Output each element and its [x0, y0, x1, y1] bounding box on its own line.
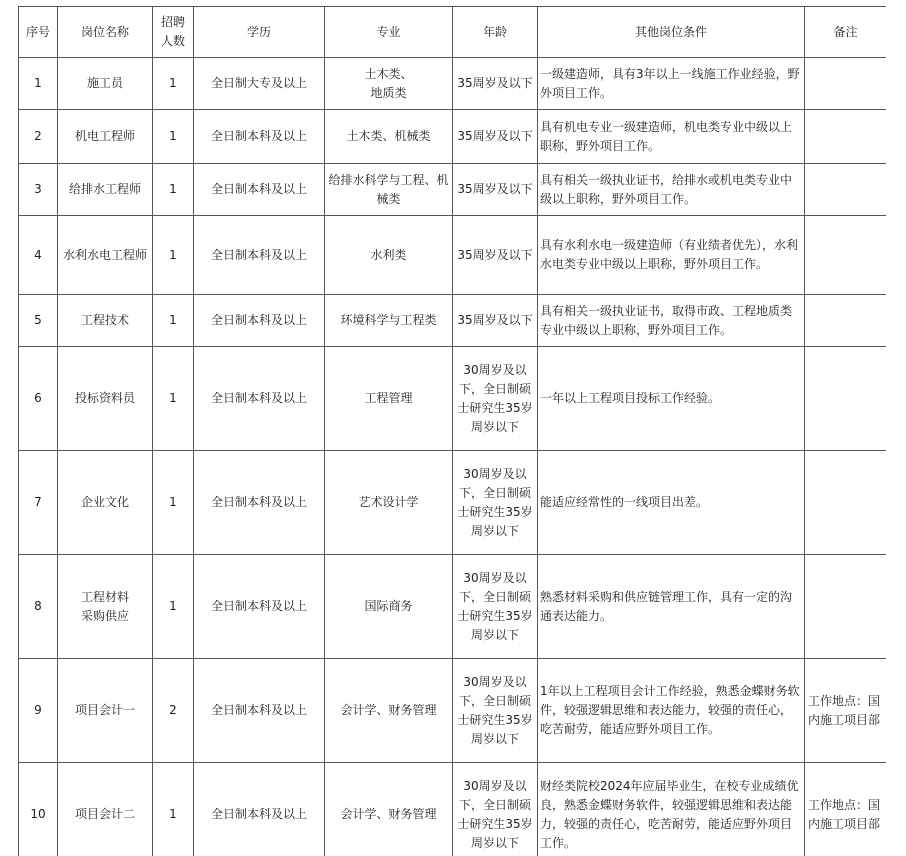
- header-age: 年龄: [453, 7, 538, 58]
- cell-conditions: 具有机电专业一级建造师，机电类专业中级以上职称，野外项目工作。: [538, 110, 805, 164]
- cell-count: 1: [153, 451, 194, 555]
- cell-education: 全日制本科及以上: [194, 347, 325, 451]
- cell-education: 全日制本科及以上: [194, 295, 325, 347]
- cell-major: 艺术设计学: [325, 451, 453, 555]
- cell-education: 全日制本科及以上: [194, 555, 325, 659]
- cell-conditions: 一级建造师，具有3年以上一线施工作业经验，野外项目工作。: [538, 58, 805, 110]
- cell-age: 35周岁及以下: [453, 58, 538, 110]
- cell-no: 9: [19, 659, 58, 763]
- table-row: [19, 555, 887, 659]
- cell-major: 工程管理: [325, 347, 453, 451]
- cell-education: 全日制本科及以上: [194, 659, 325, 763]
- cell-count: 1: [153, 216, 194, 295]
- cell-post: 企业文化: [58, 451, 153, 555]
- cell-post: 项目会计一: [58, 659, 153, 763]
- cell-no: 10: [19, 763, 58, 856]
- cell-age: 30周岁及以下，全日制硕士研究生35岁周岁以下: [453, 659, 538, 763]
- cell-no: 6: [19, 347, 58, 451]
- header-education: 学历: [194, 7, 325, 58]
- cell-age: 35周岁及以下: [453, 110, 538, 164]
- cell-no: 1: [19, 58, 58, 110]
- cell-conditions: 财经类院校2024年应届毕业生，在校专业成绩优良，熟悉金蝶财务软件，较强逻辑思维和表达能力，较强的责任心，吃苦耐劳，能适应野外项目工作。: [538, 763, 805, 856]
- cell-no: 8: [19, 555, 58, 659]
- table-row: [19, 451, 887, 555]
- cell-post: 工程技术: [58, 295, 153, 347]
- cell-conditions: 熟悉材料采购和供应链管理工作，具有一定的沟通表达能力。: [538, 555, 805, 659]
- cell-count: 1: [153, 58, 194, 110]
- cell-age: 35周岁及以下: [453, 295, 538, 347]
- table-row: [19, 763, 887, 856]
- recruitment-table: [18, 6, 886, 856]
- cell-remark: 工作地点：国内施工项目部: [805, 763, 887, 856]
- cell-age: 30周岁及以下，全日制硕士研究生35岁周岁以下: [453, 763, 538, 856]
- cell-post: 水利水电工程师: [58, 216, 153, 295]
- cell-remark: 工作地点：国内施工项目部: [805, 659, 887, 763]
- cell-count: 1: [153, 110, 194, 164]
- cell-post: 机电工程师: [58, 110, 153, 164]
- cell-remark: [805, 110, 887, 164]
- cell-no: 2: [19, 110, 58, 164]
- table-row: [19, 295, 887, 347]
- table-row: [19, 110, 887, 164]
- table-row: [19, 216, 887, 295]
- recruitment-table-container: [18, 6, 886, 856]
- cell-education: 全日制本科及以上: [194, 110, 325, 164]
- cell-age: 30周岁及以下，全日制硕士研究生35岁周岁以下: [453, 347, 538, 451]
- cell-remark: [805, 295, 887, 347]
- table-row: [19, 659, 887, 763]
- cell-conditions: 能适应经常性的一线项目出差。: [538, 451, 805, 555]
- cell-major: 土木类、机械类: [325, 110, 453, 164]
- table-row: [19, 164, 887, 216]
- cell-count: 1: [153, 555, 194, 659]
- cell-conditions: 具有水利水电一级建造师（有业绩者优先），水利水电类专业中级以上职称，野外项目工作。: [538, 216, 805, 295]
- cell-major: 环境科学与工程类: [325, 295, 453, 347]
- cell-remark: [805, 58, 887, 110]
- cell-major: 国际商务: [325, 555, 453, 659]
- cell-education: 全日制大专及以上: [194, 58, 325, 110]
- header-no: 序号: [19, 7, 58, 58]
- header-count: 招聘人数: [153, 7, 194, 58]
- cell-major: 水利类: [325, 216, 453, 295]
- cell-remark: [805, 451, 887, 555]
- cell-conditions: 一年以上工程项目投标工作经验。: [538, 347, 805, 451]
- cell-conditions: 具有相关一级执业证书，取得市政、工程地质类专业中级以上职称，野外项目工作。: [538, 295, 805, 347]
- cell-remark: [805, 347, 887, 451]
- cell-remark: [805, 555, 887, 659]
- cell-count: 2: [153, 659, 194, 763]
- cell-count: 1: [153, 164, 194, 216]
- header-conditions: 其他岗位条件: [538, 7, 805, 58]
- cell-no: 7: [19, 451, 58, 555]
- cell-post: 项目会计二: [58, 763, 153, 856]
- cell-major: 土木类、 地质类: [325, 58, 453, 110]
- table-row: [19, 58, 887, 110]
- cell-education: 全日制本科及以上: [194, 451, 325, 555]
- cell-remark: [805, 216, 887, 295]
- cell-education: 全日制本科及以上: [194, 763, 325, 856]
- cell-education: 全日制本科及以上: [194, 164, 325, 216]
- cell-post: 施工员: [58, 58, 153, 110]
- header-row: [19, 7, 887, 58]
- cell-conditions: 具有相关一级执业证书，给排水或机电类专业中级以上职称，野外项目工作。: [538, 164, 805, 216]
- cell-major: 会计学、财务管理: [325, 763, 453, 856]
- cell-no: 5: [19, 295, 58, 347]
- cell-age: 35周岁及以下: [453, 216, 538, 295]
- cell-count: 1: [153, 763, 194, 856]
- cell-education: 全日制本科及以上: [194, 216, 325, 295]
- cell-conditions: 1年以上工程项目会计工作经验，熟悉金蝶财务软件，较强逻辑思维和表达能力，较强的责任心，吃苦耐劳，能适应野外项目工作。: [538, 659, 805, 763]
- cell-no: 4: [19, 216, 58, 295]
- cell-count: 1: [153, 295, 194, 347]
- cell-major: 会计学、财务管理: [325, 659, 453, 763]
- header-post: 岗位名称: [58, 7, 153, 58]
- cell-post: 给排水工程师: [58, 164, 153, 216]
- cell-post: 工程材料 采购供应: [58, 555, 153, 659]
- table-row: [19, 347, 887, 451]
- cell-post: 投标资料员: [58, 347, 153, 451]
- header-remark: 备注: [805, 7, 887, 58]
- cell-age: 30周岁及以下，全日制硕士研究生35岁周岁以下: [453, 451, 538, 555]
- cell-age: 30周岁及以下，全日制硕士研究生35岁周岁以下: [453, 555, 538, 659]
- header-major: 专业: [325, 7, 453, 58]
- cell-no: 3: [19, 164, 58, 216]
- cell-age: 35周岁及以下: [453, 164, 538, 216]
- cell-remark: [805, 164, 887, 216]
- cell-major: 给排水科学与工程、机械类: [325, 164, 453, 216]
- cell-count: 1: [153, 347, 194, 451]
